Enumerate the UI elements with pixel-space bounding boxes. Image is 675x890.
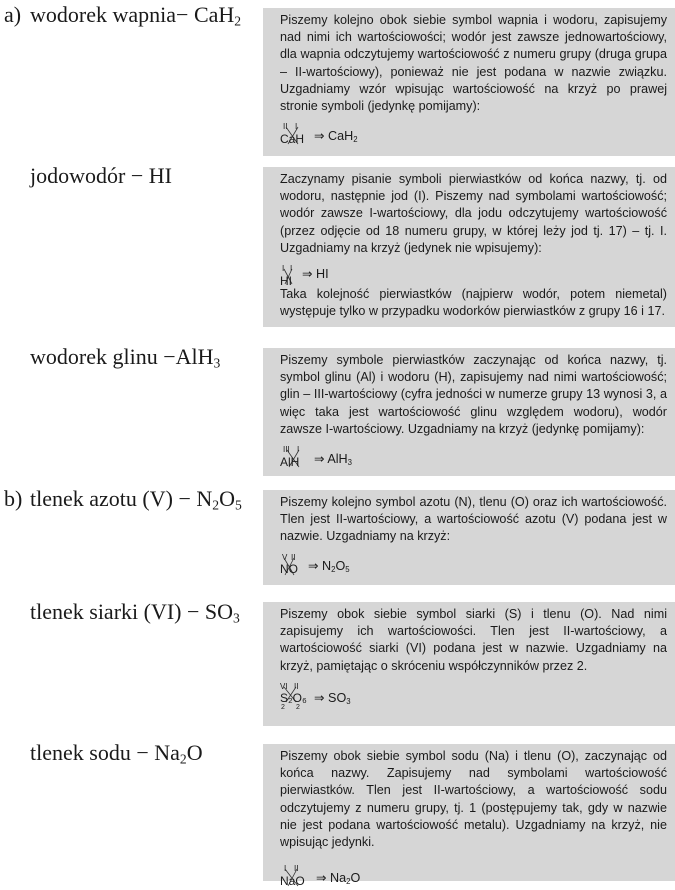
result-formula: ⇒ CaH$_2$: [314, 129, 358, 144]
explanation-text: Piszemy kolejno obok siebie symbol wapnia i wodoru, zapisujemy nad nimi ich wartościowości; wodór jest zawsze jednowartościowy, dla wapnia odczytujemy wartościowość z numeru grupy (druga grupa – II-wartościowy), ponieważ nie jest podana w nazwie związku. Uzgadniamy wzór wpisując wartościowość na krzyż po prawej stronie symboli (jedynkę pomijamy):: [280, 13, 667, 114]
cross-rule-formula: V II NO ⇒ $N_2O_5$: [280, 552, 350, 577]
explanation-box-5: [263, 602, 675, 726]
compound-formula: CaH$_2$: [193, 2, 242, 29]
explanation-box-4: [263, 490, 675, 585]
result-formula: ⇒ AlH$_3$: [314, 451, 352, 467]
cross-rule-formula: III I AlH ⇒ AlH$_3$: [280, 445, 352, 469]
explanation-text: Piszemy obok siebie symbol sodu (Na) i tlenu (O), zaczynając od końca nazwy. Zapisujemy nad symbolami wartościowość pierwiastków. Tlen jest II-wartościowy, a wartościowość sodu odczytujemy z numeru grupy, tj. 1 (postępujemy tak, gdy w nazwie nie jest podana wartościowość metalu). Uzgadniamy na krzyż, nie wpisując jedynki.: [280, 749, 667, 850]
compound-formula: HI: [148, 163, 172, 188]
result-formula: ⇒ HI: [302, 266, 329, 281]
explanation-text: Zaczynamy pisanie symboli pierwiastków od końca nazwy, tj. od wodoru, następnie jod (I). Piszemy nad symbolami wartościowość; wodór zawsze I-wartościowy, dla jodu odczytujemy wartościowość (przez odjęcie od 18 numeru grupy, w której leży jod tj. 17) – tj. I. Uzgadniamy na krzyż (jedynek nie wpisujemy):: [280, 172, 667, 255]
result-formula: ⇒ $Na_2O$: [316, 871, 361, 886]
explanation-text: Piszemy obok siebie symbol siarki (S) i tlenu (O). Nad nimi zapisujemy ich wartościowości. Tlen jest II-wartościowy, a wartościowość siarki (VI) podana jest w nazwie. Uzgadniamy na krzyż, pamiętając o skróceniu współczynników przez 2.: [280, 607, 667, 673]
explanation-box-6: [263, 744, 675, 889]
compound-formula: $SO_3$: [204, 599, 240, 626]
compound-name: wodorek wapnia− CaH$_2$: [30, 2, 242, 29]
compound-name: wodorek glinu −AlH$_3$: [30, 344, 221, 371]
compound-name: tlenek siarki $(VI) - SO_3$: [30, 599, 240, 626]
reduced-coefficient: 2: [281, 703, 285, 711]
explanation-text: Piszemy kolejno symbol azotu (N), tlenu (O) oraz ich wartościowość. Tlen jest II-wartościowy, a wartościowość azotu (V) podana jest w nazwie. Uzgadniamy na krzyż:: [280, 495, 667, 544]
cross-rule-formula: II I CaH ⇒ CaH$_2$: [280, 122, 358, 147]
explanation-note: Taka kolejność pierwiastków (najpierw wodór, potem niemetal) występuje tylko w przypadku wodorków pierwiastków z grupy 16 i 17.: [280, 287, 667, 319]
cross-rule-formula: VI II S₂O₆ 2 2 ⇒ $SO_3$: [280, 678, 667, 716]
result-formula: ⇒ $SO_3$: [314, 690, 351, 706]
compound-name: tlenek azotu $(V) - N_2O_5$: [30, 486, 242, 513]
result-formula: ⇒ $N_2O_5$: [308, 559, 350, 575]
cross-rule-formula: I I HI ⇒ HI: [280, 264, 329, 288]
compound-formula: $N_2O_5$: [196, 486, 242, 513]
explanation-box-2: [263, 167, 675, 327]
compound-name: jodowodór − HI: [30, 163, 172, 188]
compound-formula: AlH$_3$: [175, 344, 221, 371]
section-letter: b): [4, 486, 23, 511]
explanation-text: Piszemy symbole pierwiastków zaczynając od końca nazwy, tj. symbol glinu (Al) i wodoru (H), zapisujemy nad nimi wartościowość; glin – III-wartościowy (cyfra jedności w numerze grupy 13 wynosi 3, a więc taka jest wartościowość glinu względem wodoru), wodór zawsze I-wartościowy. Uzgadniamy na krzyż (jedynkę pomijamy):: [280, 353, 667, 436]
cross-rule-formula: I II NaO ⇒ $Na_2O$: [280, 864, 361, 889]
reduced-coefficient: 2: [296, 703, 300, 711]
compound-name: tlenek sodu − $Na_2O$: [30, 740, 203, 767]
section-letter: a): [4, 2, 22, 27]
compound-formula: $Na_2O$: [154, 740, 203, 767]
explanation-box-3: [263, 348, 675, 476]
explanation-box-1: [263, 8, 675, 156]
